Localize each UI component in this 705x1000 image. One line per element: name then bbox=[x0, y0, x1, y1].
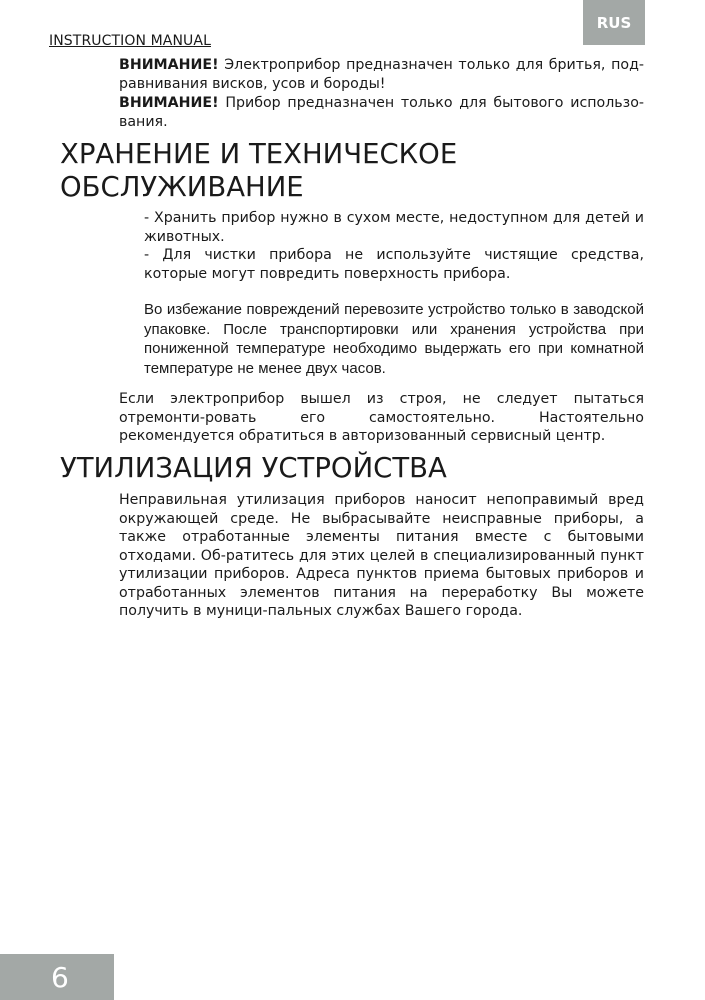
repair-note: Если электроприбор вышел из строя, не следует пытаться отремонти-ровать его самостоятельно. Настоятельно рекомендуется обратиться в авторизованный сервисный центр. bbox=[119, 391, 644, 444]
warning-label: ВНИМАНИЕ! bbox=[119, 57, 219, 73]
page-number: 6 bbox=[0, 954, 114, 1000]
language-tab: RUS bbox=[583, 0, 645, 45]
storage-bullet-cleaning: - Для чистки прибора не используйте чистящие средства, которые могут повредить поверхность прибора. bbox=[144, 247, 644, 282]
warning-text: Прибор предназначен только для бытового использо-вания. bbox=[119, 95, 644, 130]
warning-text: Электроприбор предназначен только для бритья, под-равнивания висков, усов и бороды! bbox=[119, 57, 644, 92]
warning-household bbox=[119, 94, 644, 131]
storage-heading bbox=[60, 138, 457, 204]
storage-heading-line-2: ОБСЛУЖИВАНИЕ bbox=[60, 171, 304, 203]
storage-heading-line-1: ХРАНЕНИЕ И ТЕХНИЧЕСКОЕ bbox=[60, 138, 458, 170]
disposal-heading: УТИЛИЗАЦИЯ УСТРОЙСТВА bbox=[60, 452, 447, 484]
manual-title: INSTRUCTION MANUAL bbox=[49, 33, 211, 49]
transport-note: Во избежание повреждений перевозите устройство только в заводской упаковке. После транспортировки или хранения устройства при пониженной температуре необходимо выдержать его при комнатной температуре не менее двух часов. bbox=[144, 301, 644, 377]
warning-label: ВНИМАНИЕ! bbox=[119, 95, 219, 111]
storage-bullet-dry-place: - Хранить прибор нужно в сухом месте, недоступном для детей и животных. bbox=[144, 210, 644, 245]
disposal-text: Неправильная утилизация приборов наносит непоправимый вред окружающей среде. Не выбрасывайте неисправные приборы, а также отработанные элементы питания вместе с бытовыми отходами. Об-ратитесь для этих целей в специализированный пункт утилизации приборов. Адреса пунктов приема бытовых приборов и отработанных элементов питания на переработку Вы можете получить в муници-пальных службах Вашего города. bbox=[119, 492, 644, 619]
warning-shaving bbox=[119, 56, 644, 93]
